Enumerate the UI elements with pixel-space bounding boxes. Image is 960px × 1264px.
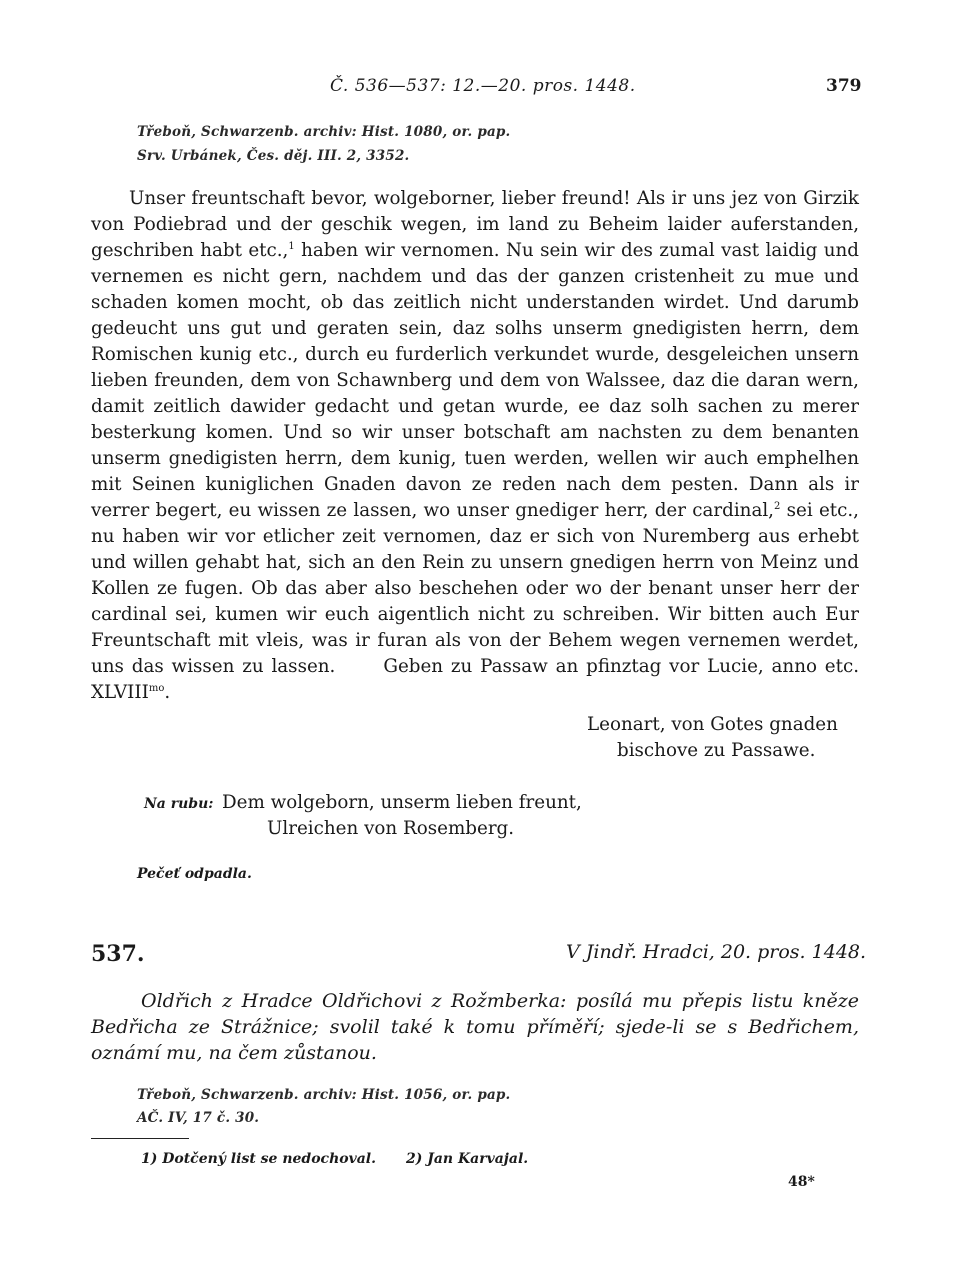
edition-reference-line-537: AČ. IV, 17 č. 30.	[137, 1110, 260, 1126]
letter-text-part-2: haben wir vernomen. Nu sein wir des zumal vast laidig und vernemen es nicht gern, nachdem und das der ganzen cristenheit zu mue und schaden komen mocht, ob das zeitlich nicht understanden wirdet. Und darumb gedeucht uns gut und geraten sein, daz solhs unserm gnedigisten herrn, dem Romischen kunig etc., durch eu furderlich verkundet wurde, desgeleichen unsern lieben freunden, dem von Schawnberg und dem von Walssee, daz die daran wern, damit zeitlich dawider gedacht und getan wurde, ee daz solh sachen zu merer besterkung komen. Und so wir unser botschaft am nachsten zu dem benanten unserm gnedigisten herrn, dem kunig, tuen werden, wellen wir auch emphelhen mit Seinen kuniglichen Gnaden davon ze reden nach dem pesten. Dann als ir verrer begert, eu wissen ze lassen, wo unser gnediger herr, der cardinal,	[91, 240, 860, 521]
signature-line-1: Leonart, von Gotes gnaden	[587, 714, 838, 735]
literature-reference-line: Srv. Urbánek, Čes. děj. III. 2, 3352.	[137, 148, 410, 164]
seal-note: Pečeť odpadla.	[137, 866, 252, 882]
entry-number: 537.	[91, 941, 145, 967]
address-label: Na rubu:	[144, 796, 214, 812]
dating-superscript: mo	[148, 682, 165, 694]
footnote-1: 1) Dotčený list se nedochoval.	[141, 1151, 376, 1167]
signature-line-2: bischove zu Passawe.	[617, 740, 816, 761]
sheet-signature-mark: 48*	[788, 1174, 815, 1190]
dating-end: .	[164, 682, 171, 703]
letter-text-part-1: Unser freuntschaft bevor, wolgeborner, lieber freund! Als ir uns jez von Girzik von Podiebrad und der geschik wegen, im land zu Beheim laider auferstanden, geschriben habt etc.,	[91, 188, 859, 261]
letter-text-part-3: sei etc., nu haben wir vor etlicher zeit vernomen, daz er sich von Nuremberg aus erhebt und willen gehabt hat, sich an den Rein zu unsern gnedigen herrn von Meinz und Kollen ze fugen. Ob das aber also beschehen oder wo der benant unser herr der cardinal sei, kumen wir euch aigentlich nicht zu schreiben. Wir bitten auch Eur Freuntschaft mit vleis, was ir furan als von der Behem wegen vernemen werdet, uns das wissen zu lassen.	[91, 500, 859, 677]
page-number: 379	[826, 76, 862, 96]
footnote-divider	[91, 1138, 189, 1139]
entry-regest	[91, 988, 859, 1066]
regest-text: Oldřich z Hradce Oldřichovi z Rožmberka: posílá mu přepis listu kněze Bedřicha ze Strážnice; svolil také k tomu příměří; sjede-li se s Bedřichem, oznámí mu, na čem zůstanou.	[91, 990, 859, 1064]
archive-source-line-537: Třeboň, Schwarzenb. archiv: Hist. 1056, or. pap.	[137, 1087, 511, 1103]
footnote-2: 2) Jan Karvajal.	[406, 1151, 529, 1167]
footnote-mark-1: 1	[288, 240, 295, 252]
footnote-mark-2: 2	[774, 500, 781, 512]
entry-place-date: V Jindř. Hradci, 20. pros. 1448.	[566, 941, 867, 963]
running-header-title: Č. 536—537: 12.—20. pros. 1448.	[330, 76, 636, 96]
letter-body	[91, 186, 859, 706]
address-line-2: Ulreichen von Rosemberg.	[267, 818, 515, 839]
dating-clause: Geben zu Passaw an pfinztag vor Lucie, anno etc. XLVIII	[91, 656, 860, 703]
archive-source-line: Třeboň, Schwarzenb. archiv: Hist. 1080, or. pap.	[137, 124, 511, 140]
address-line-1: Dem wolgeborn, unserm lieben freunt,	[222, 792, 582, 813]
